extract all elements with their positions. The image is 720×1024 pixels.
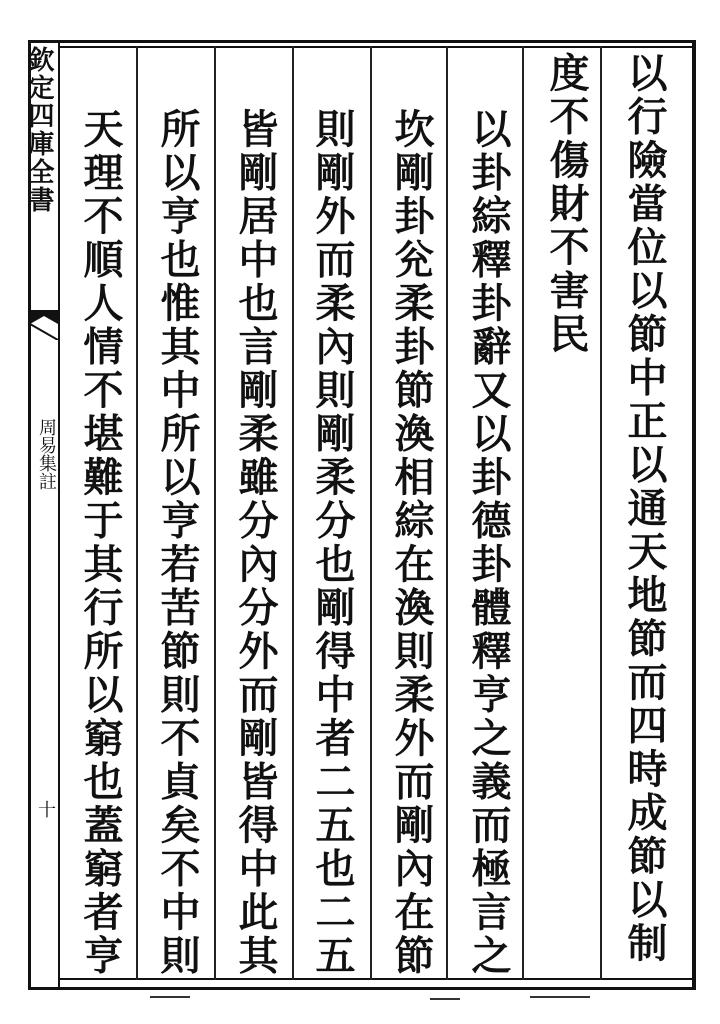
bottom-dash: [150, 996, 190, 998]
bottom-dash: [430, 998, 460, 1000]
fishtail-mark-icon: [30, 310, 58, 338]
text-column-4: 坎剛卦兊柔卦節渙相綜在渙則柔外而剛內在節: [388, 108, 435, 978]
text-column-1: 以行險當位以節中正以通天地節而四時成節以制: [621, 52, 668, 966]
column-rule: [370, 46, 372, 980]
text-column-5: 則剛外而柔內則剛柔分也剛得中者二五也二五: [309, 108, 356, 978]
column-rule: [136, 46, 138, 980]
text-column-3: 以卦綜釋卦辭又以卦德卦體釋亨之義而極言之: [465, 108, 512, 978]
text-column-7: 所以亨也惟其中所以亨若苦節則不貞矣不中則: [154, 108, 201, 978]
column-rule: [446, 46, 448, 980]
bottom-rule: [58, 978, 694, 980]
gutter-title: 欽定四庫全書: [24, 46, 54, 214]
column-rule: [522, 46, 524, 980]
column-rule: [292, 46, 294, 980]
text-column-8: 天理不順人情不堪難于其行所以窮也蓋窮者亨: [77, 108, 124, 978]
column-rule: [214, 46, 216, 980]
text-column-2: 度不傷財不害民: [543, 52, 590, 357]
bottom-dash: [530, 996, 590, 998]
text-column-6: 皆剛居中也言剛柔雖分內分外而剛皆得中此其: [232, 108, 279, 978]
gutter-book-title: 周易集註: [36, 418, 57, 490]
gutter-page-number: 十: [35, 800, 56, 818]
top-rule: [58, 46, 694, 48]
column-rule: [600, 46, 602, 980]
